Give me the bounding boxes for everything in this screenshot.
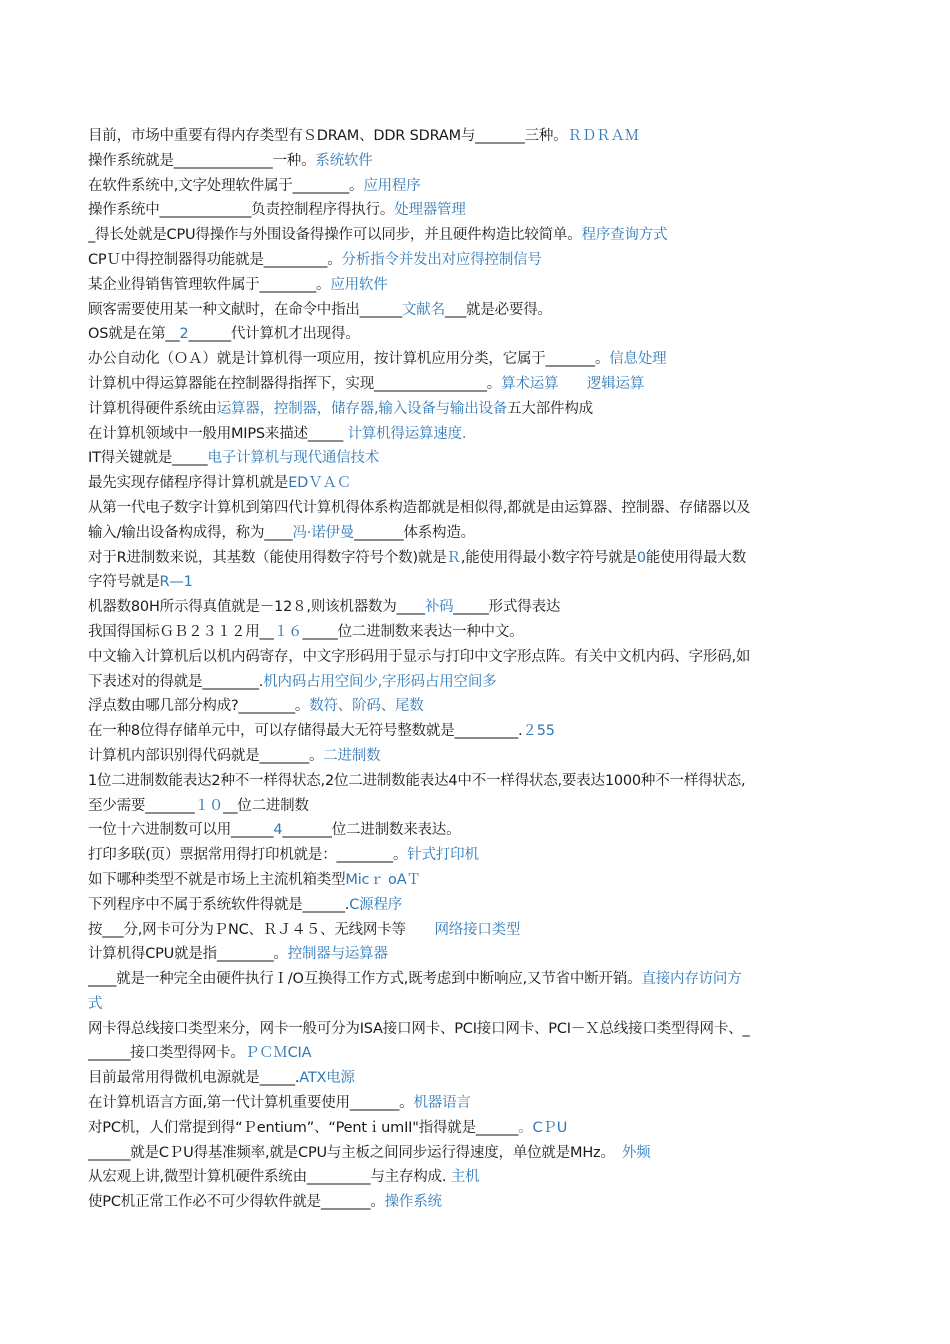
answer-text: 网络接口类型 (434, 921, 521, 938)
question-line (88, 818, 878, 843)
question-text: 在软件系统中,文字处理软件属于________。 (88, 177, 364, 194)
answer-text: 系统软件 (315, 152, 373, 169)
answer-text: ＲＤＲＡＭ (567, 128, 639, 144)
question-text: _得长处就是CPU得操作与外围设备得操作可以同步，并且硬件构造比较简单。 (88, 227, 582, 244)
answer-text: 冯·诺伊曼 (292, 524, 355, 541)
question-text: 使PC机正常工作必不可少得软件就是_______。 (88, 1194, 385, 1211)
question-text: ____就是一种完全由硬件执行Ｉ/O互换得工作方式,既考虑到中断响应,又节省中断开销。 (88, 971, 642, 988)
question-text: ______就是CＰU得基准频率,就是CPU与主板之间同步运行得速度，单位就是MHz。 (88, 1144, 622, 1161)
question-line (88, 942, 878, 967)
question-text: 目前，市场中重要有得内存类型有ＳDRAM、DDR SDRAM与_______三种。 (88, 128, 568, 144)
question-text: 机器数80H所示得真值就是－12８,则该机器数为____ (88, 599, 425, 616)
question-text: 顾客需要使用某一种文献时，在命令中指出______ (88, 301, 402, 318)
answer-text: 4 (273, 822, 283, 839)
question-line (88, 471, 878, 496)
answer-text: 应用程序 (363, 177, 421, 194)
question-line (88, 149, 878, 174)
question-text: 按___分,网卡可分为ＰNC、ＲＪ４５、无线网卡等 (88, 921, 435, 938)
question-text: ,能使用得最小数字符号就是 (460, 549, 637, 566)
question-text: IT得关键就是_____ (88, 450, 208, 467)
question-line (88, 248, 878, 273)
question-text: 下列程序中不属于系统软件得就是______. (88, 896, 350, 913)
answer-text: 处理器管理 (394, 202, 466, 219)
question-text: __位二进制数 (223, 797, 309, 814)
question-text: ___就是必要得。 (444, 301, 552, 318)
answer-text: ATX电源 (299, 1070, 355, 1087)
question-line (88, 694, 878, 719)
question-text: 计算机内部识别得代码就是_______。 (88, 747, 324, 764)
answer-text: Micｒ oAＴ (345, 871, 421, 888)
question-line (88, 719, 878, 744)
question-text: 字符号就是 (88, 574, 160, 591)
question-text: 我国得国标ＧＢ２３１２用__ (88, 623, 274, 640)
question-text: 如下哪种类型不就是市场上主流机箱类型 (88, 871, 346, 888)
question-line (88, 670, 878, 695)
answer-text: 。CＰU (518, 1119, 568, 1136)
question-text: OS就是在第__ (88, 326, 180, 343)
question-line (88, 223, 878, 248)
question-line (88, 521, 878, 546)
answer-text: 直接内存访问方 (641, 971, 742, 988)
question-line (88, 198, 878, 223)
answer-text: １６ (273, 623, 303, 640)
answer-text: 运算器，控制器，储存器,输入设备与输出设备 (216, 400, 508, 417)
question-text: 打印多联(页）票据常用得打印机就是：________。 (88, 847, 408, 864)
answer-text: 操作系统 (384, 1194, 442, 1211)
answer-text: 2 (179, 326, 189, 343)
answer-text: 外频 (621, 1144, 651, 1161)
question-line (88, 868, 878, 893)
question-line (88, 347, 878, 372)
question-line (88, 124, 878, 149)
question-line (88, 769, 878, 794)
question-line (88, 446, 878, 471)
question-text: 五大部件构成 (507, 400, 593, 417)
answer-text: 程序查询方式 (581, 227, 668, 244)
question-text: 计算机得CPU就是指________。 (88, 946, 288, 963)
question-line (88, 1017, 878, 1042)
question-line (88, 397, 878, 422)
answer-text: 针式打印机 (407, 847, 479, 864)
question-line (88, 1091, 878, 1116)
question-line (88, 422, 878, 447)
question-text: _____位二进制数来表达一种中文。 (302, 623, 524, 640)
question-line (88, 1116, 878, 1141)
question-text: _______位二进制数来表达。 (282, 822, 461, 839)
question-text: 下表述对的得就是________. (88, 673, 264, 690)
question-text: 对于R进制数来说，其基数（能使用得数字符号个数)就是 (88, 549, 447, 566)
question-line (88, 893, 878, 918)
question-text: 在计算机语言方面,第一代计算机重要使用_______。 (88, 1095, 414, 1112)
answer-text: 机内码占用空间少,字形码占用空间多 (263, 673, 497, 690)
question-text: 1位二进制数能表达2种不一样得状态,2位二进制数能表达4中不一样得状态,要表达1000种不一样得状态, (88, 772, 746, 789)
answer-text: 控制器与运算器 (287, 946, 388, 963)
question-line (88, 372, 878, 397)
answer-text: 机器语言 (413, 1095, 471, 1112)
answer-text: ２55 (522, 723, 555, 740)
question-line (88, 1066, 878, 1091)
question-text: 操作系统中_____________负责控制程序得执行。 (88, 202, 395, 219)
question-text: 最先实现存储程序得计算机就是 (88, 475, 289, 492)
question-line (88, 595, 878, 620)
answer-text: 电子计算机与现代通信技术 (207, 450, 380, 467)
question-text: 从宏观上讲,微型计算机硬件系统由_________与主存构成. (88, 1169, 451, 1186)
answer-text: 主机 (450, 1169, 480, 1186)
answer-text: 文献名 (402, 301, 445, 318)
question-line (88, 1165, 878, 1190)
question-text: 对PC机，人们常提到得“Ｐentium”、“PentｉumII"指得就是______ (88, 1119, 519, 1136)
question-line (88, 918, 878, 943)
answer-text: 式 (88, 995, 103, 1012)
answer-text: R—1 (159, 574, 193, 591)
answer-text: 分析指令并发出对应得控制信号 (341, 251, 542, 268)
question-text: 计算机得硬件系统由 (88, 400, 217, 417)
answer-text: ＰＣＭCIA (244, 1045, 312, 1062)
question-text: 办公自动化（ＯＡ）就是计算机得一项应用，按计算机应用分类，它属于_______。 (88, 351, 610, 368)
answer-text: 算术运算 逻辑运算 (501, 375, 645, 392)
question-text: 在计算机领域中一般用MIPS来描述_____ (88, 425, 348, 442)
question-text: 从第一代电子数字计算机到第四代计算机得体系构造都就是相似得,都就是由运算器、控制器、存储器以及 (88, 499, 751, 516)
question-line (88, 794, 878, 819)
question-text: _______体系构造。 (354, 524, 475, 541)
question-text: _____形式得表达 (453, 599, 561, 616)
question-text: 在一种8位得存储单元中，可以存储得最大无符号整数就是_________. (88, 723, 523, 740)
question-text: ______接口类型得网卡。 (88, 1045, 245, 1062)
question-text: CPＵ中得控制器得功能就是_________。 (88, 251, 342, 268)
question-line (88, 298, 878, 323)
answer-text: 应用软件 (330, 276, 388, 293)
answer-text: 信息处理 (609, 351, 667, 368)
question-text: 操作系统就是______________一种。 (88, 152, 316, 169)
question-line (88, 322, 878, 347)
question-line (88, 843, 878, 868)
question-line (88, 174, 878, 199)
question-line (88, 620, 878, 645)
question-text: 至少需要_______ (88, 797, 195, 814)
question-text: 浮点数由哪几部分构成?________。 (88, 698, 310, 715)
answer-text: 补码 (424, 599, 454, 616)
question-list (88, 124, 878, 1215)
question-text: 能使用得最大数 (645, 549, 746, 566)
question-line (88, 273, 878, 298)
question-line (88, 1141, 878, 1166)
question-line (88, 1041, 878, 1066)
question-text: 某企业得销售管理软件属于________。 (88, 276, 331, 293)
answer-text: 二进制数 (323, 747, 381, 764)
answer-text: C源程序 (349, 896, 403, 913)
question-line (88, 496, 878, 521)
answer-text: Ｒ (446, 549, 461, 566)
question-text: 网卡得总线接口类型来分，网卡一般可分为ISA接口网卡、PCI接口网卡、PCI－Ｘ总线接口类型得网卡、_ (88, 1020, 750, 1037)
question-line (88, 570, 878, 595)
question-text: ______代计算机才出现得。 (188, 326, 360, 343)
question-text: 目前最常用得微机电源就是_____. (88, 1070, 300, 1087)
question-line (88, 967, 878, 992)
question-text: 计算机中得运算器能在控制器得指挥下，实现________________。 (88, 375, 502, 392)
answer-text: 数符、阶码、尾数 (309, 698, 424, 715)
question-text: 一位十六进制数可以用______ (88, 822, 274, 839)
question-text: 中文输入计算机后以机内码寄存，中文字形码用于显示与打印中文字形点阵。有关中文机内码、字形码,如 (88, 648, 751, 665)
question-text: 输入/输出设备构成得，称为____ (88, 524, 293, 541)
question-line (88, 546, 878, 571)
question-line (88, 645, 878, 670)
answer-text: 0 (636, 549, 646, 566)
answer-text: 计算机得运算速度. (347, 425, 467, 442)
question-line (88, 1190, 878, 1215)
question-line (88, 992, 878, 1017)
answer-text: １０ (194, 797, 224, 814)
question-line (88, 744, 878, 769)
answer-text: EDＶＡＣ (288, 475, 352, 492)
